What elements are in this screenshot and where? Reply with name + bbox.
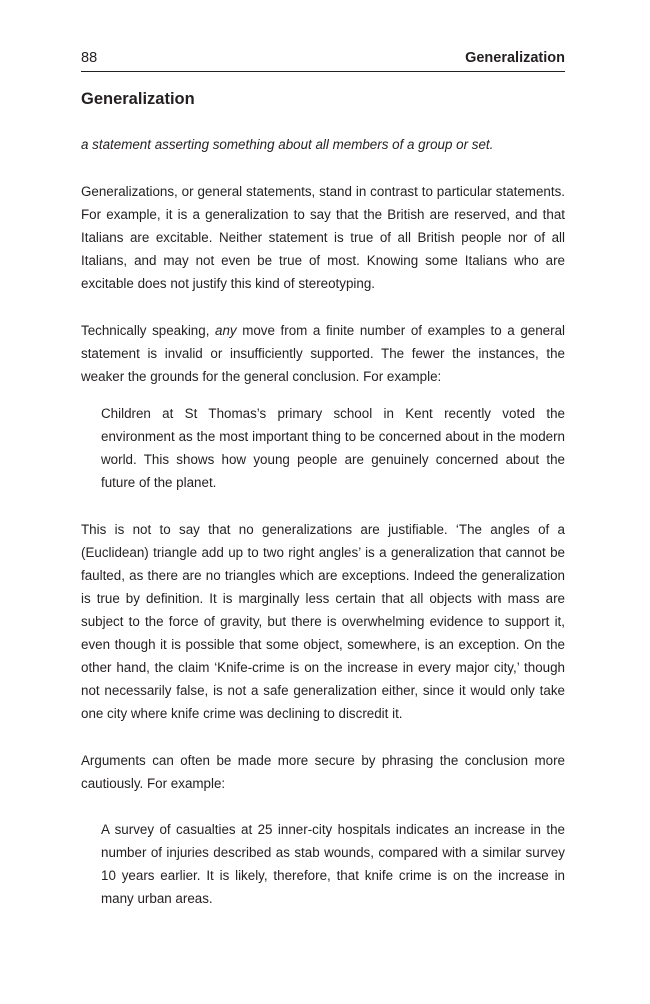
entry-heading: Generalization (81, 90, 195, 108)
example-quote-2: A survey of casualties at 25 inner-city hospitals indicates an increase in the number of injuries described as stab wounds, compared with a similar survey 10 years earlier. It is likely, therefore, that knife crime is on the increase in many urban areas. (101, 822, 565, 906)
paragraph-4: Arguments can often be made more secure by phrasing the conclusion more cautiously. For example: (81, 753, 565, 791)
running-header (81, 50, 565, 72)
entry-definition: a statement asserting something about all members of a group or set. (81, 137, 494, 152)
paragraph-2-before: Technically speaking, (81, 323, 216, 338)
paragraph-2 (81, 319, 565, 388)
book-page (81, 50, 565, 910)
paragraph-2-after: move from a finite number of examples to a general statement is invalid or insufficiently supported. The fewer the instances, the weaker the grounds for the general conclusion. For example: (81, 323, 565, 384)
paragraph-3: This is not to say that no generalizations are justifiable. ‘The angles of a (Euclidean) triangle add up to two right angles’ is a generalization that cannot be faulted, as there are no triangles which are exceptions. Indeed the generalization is true by definition. It is marginally less certain that all objects with mass are subject to the force of gravity, but there is overwhelming evidence to support it, even though it is possible that some object, somewhere, is an exception. On the other hand, the claim ‘Knife-crime is on the increase in every major city,’ though not necessarily false, is not a safe generalization either, since it would only take one city where knife crime was declining to discredit it. (81, 522, 565, 721)
page-number: 88 (81, 50, 98, 66)
paragraph-2-emphasis: any (215, 323, 237, 338)
paragraph-1: Generalizations, or general statements, stand in contrast to particular statements. For example, it is a generalization to say that the British are reserved, and that Italians are excitable. Neither statement is true of all British people nor of all Italians, and may not even be true of most. Knowing some Italians who are excitable does not justify this kind of stereotyping. (81, 184, 565, 291)
example-quote-1: Children at St Thomas’s primary school in Kent recently voted the environment as the most important thing to be concerned about in the modern world. This shows how young people are genuinely concerned about the future of the planet. (101, 406, 565, 490)
running-title: Generalization (465, 50, 565, 66)
